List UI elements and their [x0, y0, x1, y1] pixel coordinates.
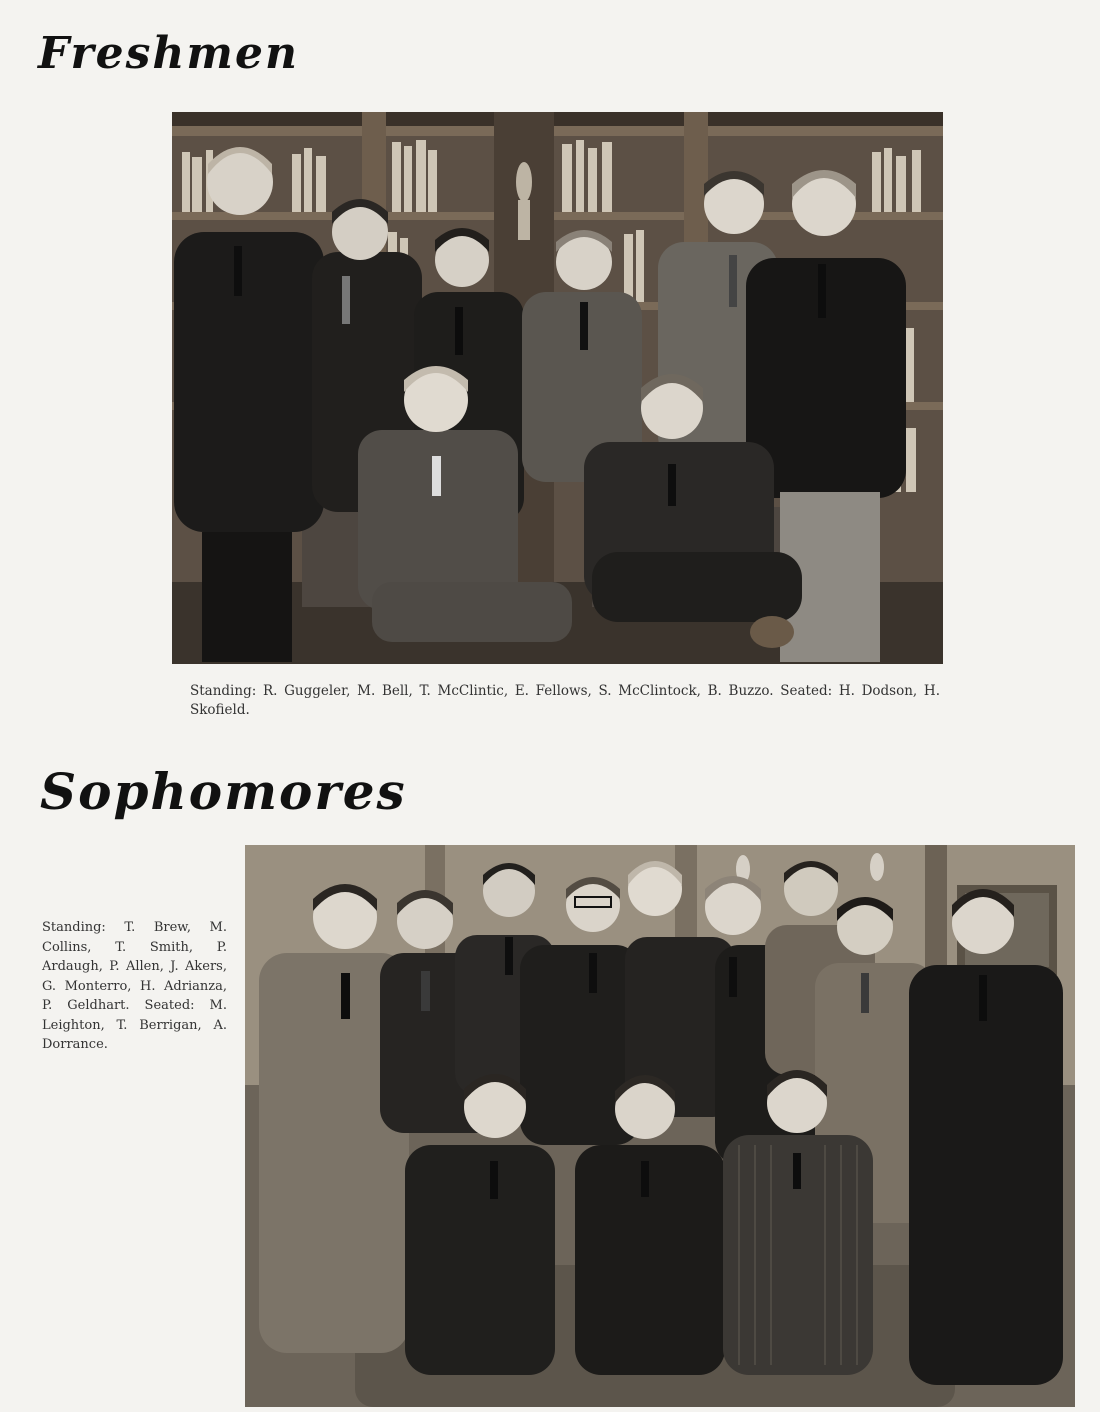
- freshmen-caption: Standing: R. Guggeler, M. Bell, T. McClintic, E. Fellows, S. McClintock, B. Buzzo. Seated: H. Dodson, H. Skofield.: [190, 683, 940, 718]
- freshmen-heading: Freshmen: [38, 28, 299, 79]
- sophomores-heading: Sophomores: [40, 762, 407, 821]
- sophomores-caption: Standing: T. Brew, M. Collins, T. Smith, P. Ardaugh, P. Allen, J. Akers, G. Monterro, H. Adrianza, P. Geldhart. Seated: M. Leighton, T. Berrigan, A. Dorrance.: [42, 920, 227, 1052]
- freshmen-group-photo: [172, 112, 943, 664]
- freshmen-photo-illustration: [172, 112, 943, 664]
- sophomores-photo-illustration: [245, 845, 1075, 1407]
- seated-row: [405, 1070, 873, 1375]
- sophomores-group-photo: [245, 845, 1075, 1407]
